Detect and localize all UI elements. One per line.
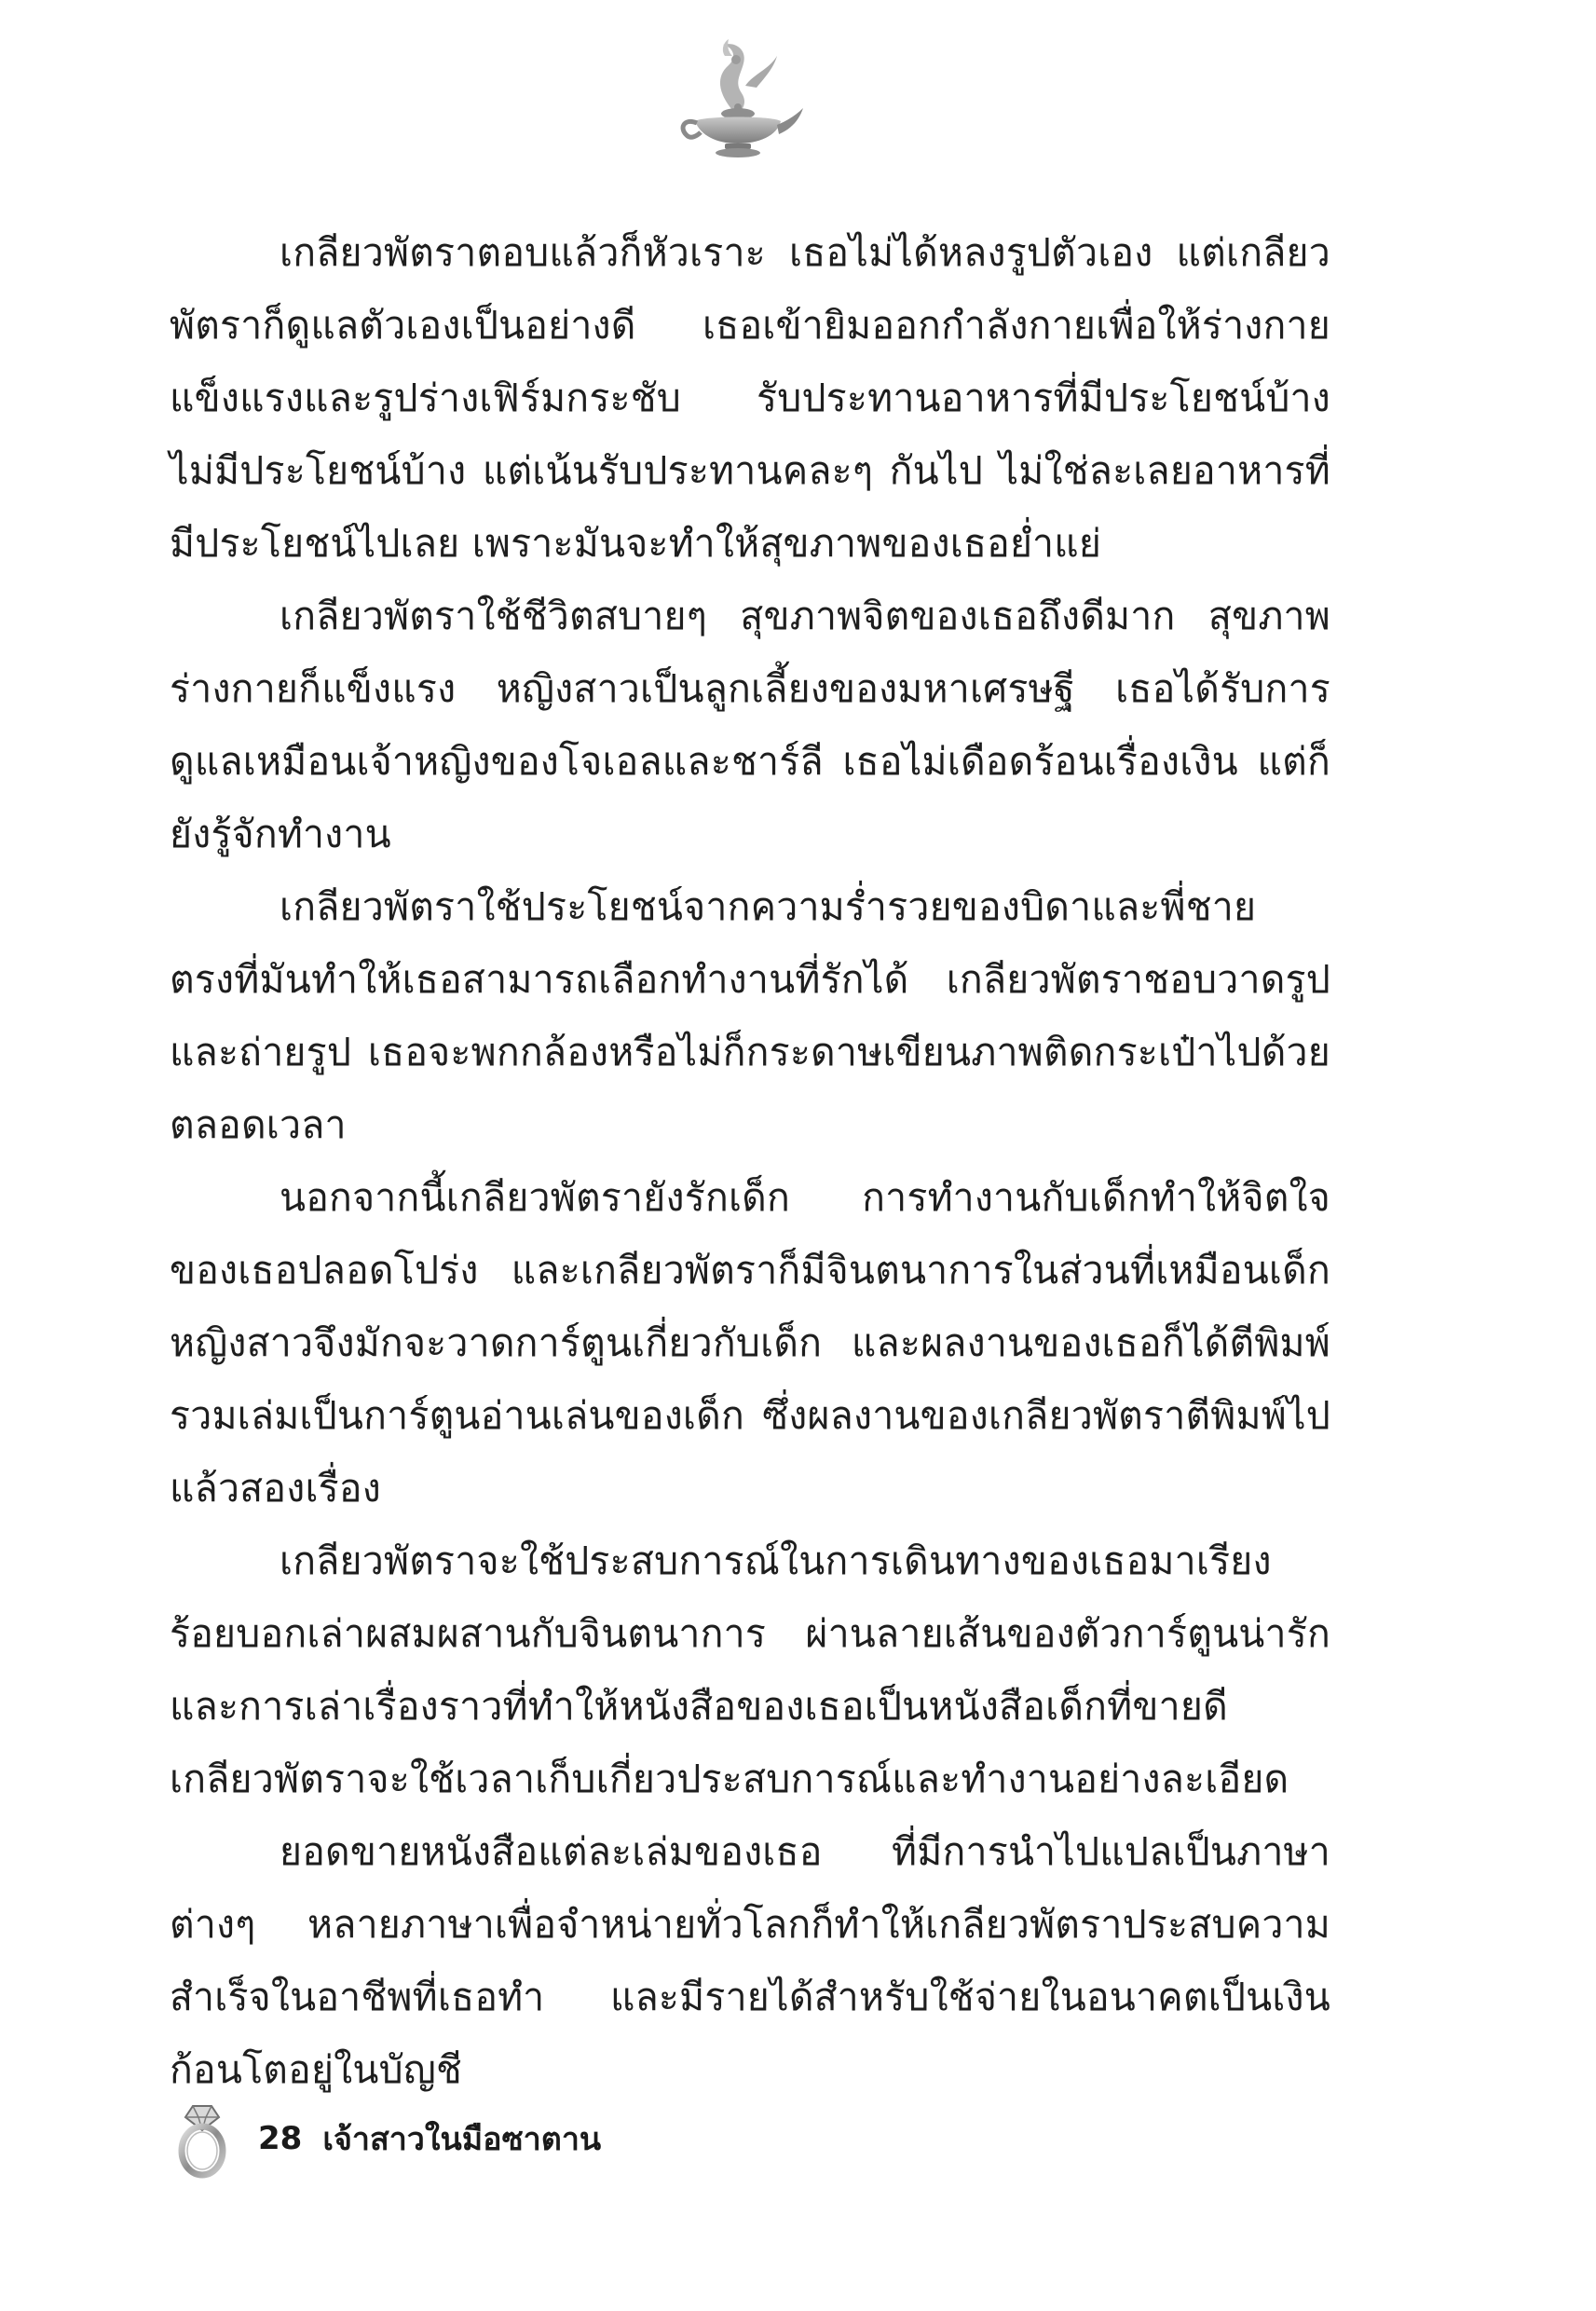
page-footer	[172, 2097, 601, 2181]
paragraph: เกลียวพัตราใช้ชีวิตสบายๆ สุขภาพจิตของเธอถึงดีมาก สุขภาพร่างกายก็แข็งแรง หญิงสาวเป็นลูกเลี้ยงของมหาเศรษฐี เธอได้รับการดูแลเหมือนเจ้าหญิงของโจเอลและชาร์ลี เธอไม่เดือดร้อนเรื่องเงิน แต่ก็ยังรู้จักทำงาน	[170, 594, 1330, 856]
paragraph: เกลียวพัตราตอบแล้วก็หัวเราะ เธอไม่ได้หลงรูปตัวเอง แต่เกลียวพัตราก็ดูแลตัวเองเป็นอย่างดี เธอเข้ายิมออกกำลังกายเพื่อให้ร่างกายแข็งแรงและรูปร่างเฟิร์มกระชับ รับประทานอาหารที่มีประโยชน์บ้างไม่มีประโยชน์บ้าง แต่เน้นรับประทานคละๆ กันไป ไม่ใช่ละเลยอาหารที่มีประโยชน์ไปเลย เพราะมันจะทำให้สุขภาพของเธอย่ำแย่	[170, 230, 1330, 566]
genie-lamp-icon	[667, 28, 807, 168]
paragraph: นอกจากนี้เกลียวพัตรายังรักเด็ก การทำงานกับเด็กทำให้จิตใจของเธอปลอดโปร่ง และเกลียวพัตราก็มีจินตนาการในส่วนที่เหมือนเด็ก หญิงสาวจึงมักจะวาดการ์ตูนเกี่ยวกับเด็ก และผลงานของเธอก็ได้ตีพิมพ์รวมเล่มเป็นการ์ตูนอ่านเล่นของเด็ก ซึ่งผลงานของเกลียวพัตราตีพิมพ์ไปแล้วสองเรื่อง	[170, 1175, 1330, 1511]
body-text	[170, 216, 1330, 2106]
page-number: 28	[258, 2120, 303, 2157]
paragraph: เกลียวพัตราใช้ประโยชน์จากความร่ำรวยของบิดาและพี่ชาย ตรงที่มันทำให้เธอสามารถเลือกทำงานที่รักได้ เกลียวพัตราชอบวาดรูปและถ่ายรูป เธอจะพกกล้องหรือไม่ก็กระดาษเขียนภาพติดกระเป๋าไปด้วยตลอดเวลา	[170, 884, 1330, 1147]
paragraph: เกลียวพัตราจะใช้ประสบการณ์ในการเดินทางของเธอมาเรียงร้อยบอกเล่าผสมผสานกับจินตนาการ ผ่านลายเส้นของตัวการ์ตูนน่ารักและการเล่าเรื่องราวที่ทำให้หนังสือของเธอเป็นหนังสือเด็กที่ขายดี เกลียวพัตราจะใช้เวลาเก็บเกี่ยวประสบการณ์และทำงานอย่างละเอียด	[170, 1538, 1330, 1801]
diamond-ring-icon	[172, 2097, 232, 2181]
paragraph: ยอดขายหนังสือแต่ละเล่มของเธอ ที่มีการนำไปแปลเป็นภาษาต่างๆ หลายภาษาเพื่อจำหน่ายทั่วโลกก็ทำให้เกลียวพัตราประสบความสำเร็จในอาชีพที่เธอทำ และมีรายได้สำหรับใช้จ่ายในอนาคตเป็นเงินก้อนโตอยู่ในบัญชี	[170, 1829, 1330, 2092]
book-title: เจ้าสาวในมือซาตาน	[322, 2121, 602, 2158]
